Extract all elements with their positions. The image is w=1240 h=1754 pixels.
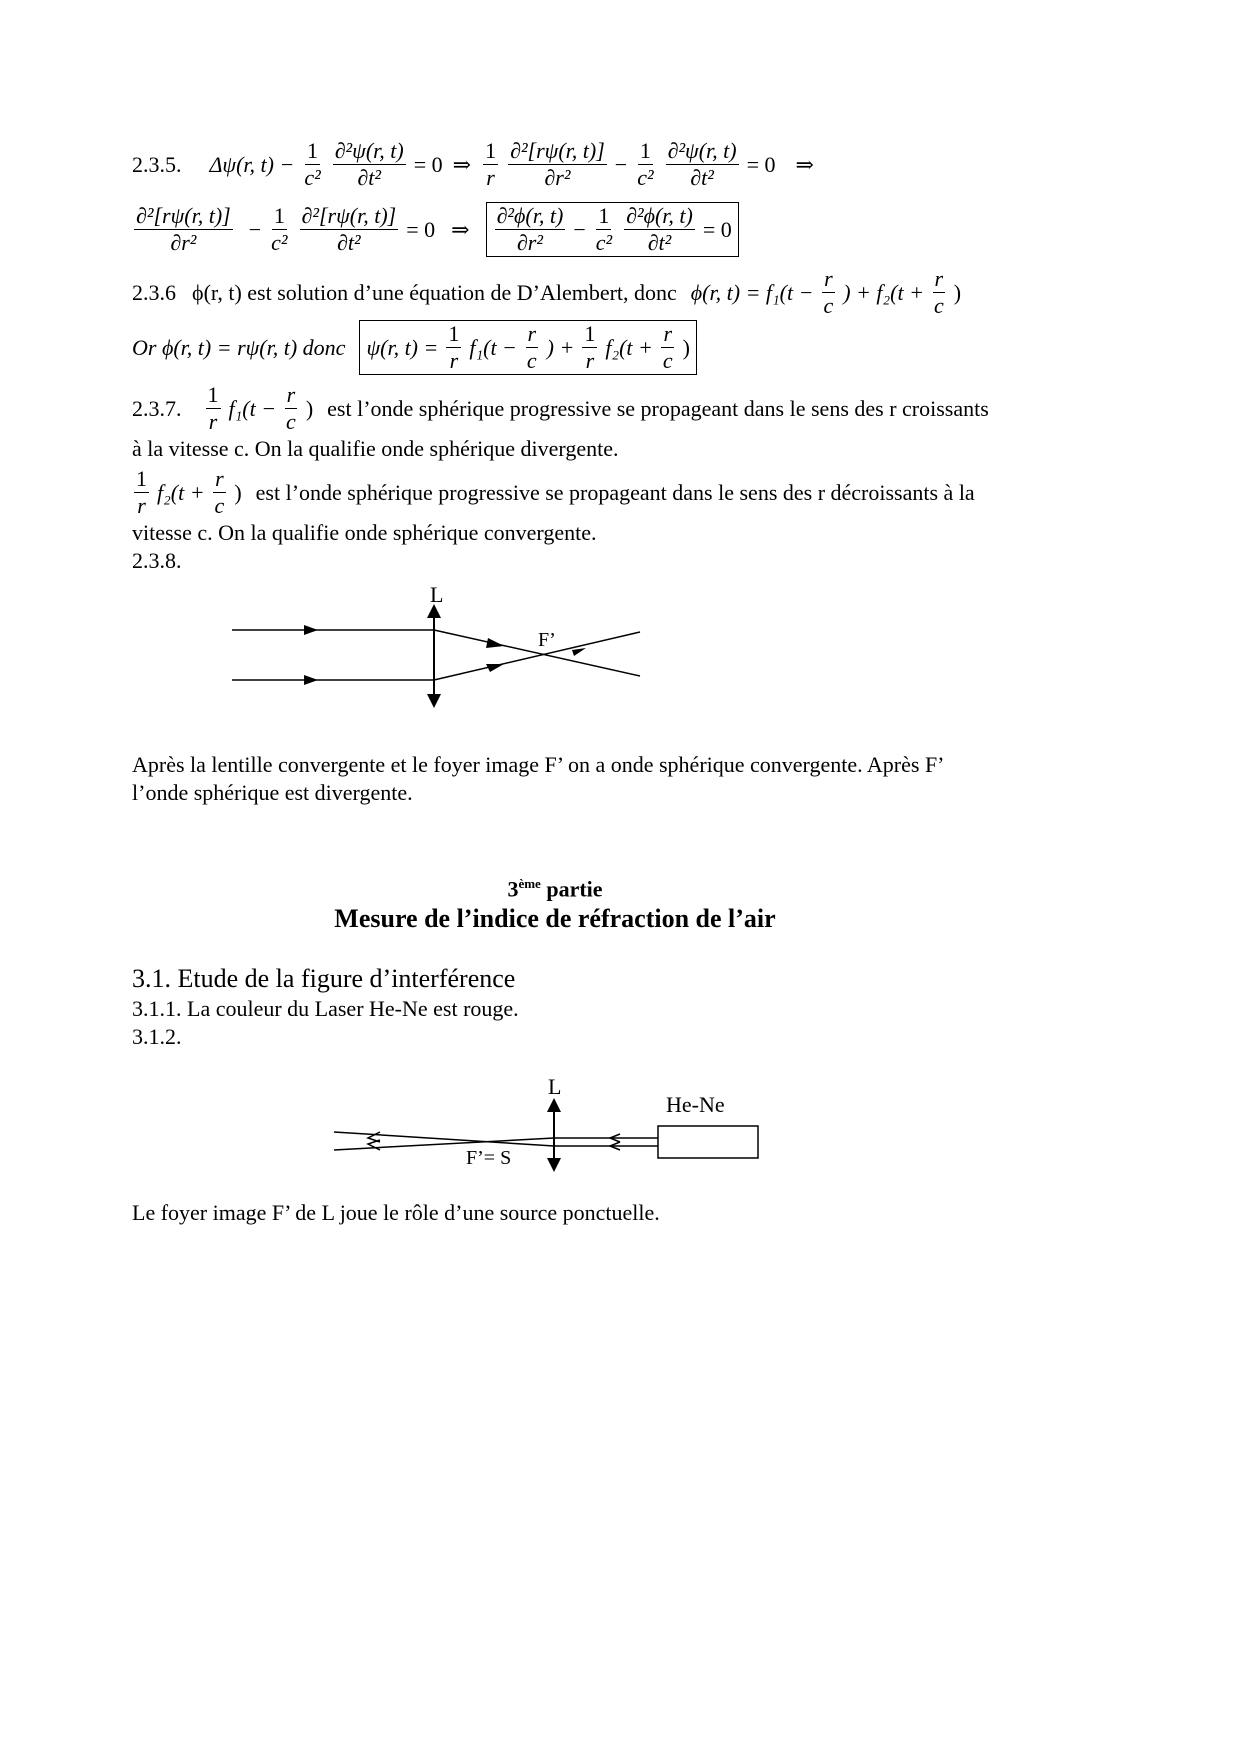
- frac-r-over-c: $\frac{r}{c}$: [214, 466, 225, 518]
- equals-zero: = 0: [702, 216, 732, 242]
- part-number: 3ème partie: [507, 876, 603, 902]
- lens-top-arrow-icon: [547, 1098, 561, 1112]
- eq-235-line1: [132, 140, 814, 189]
- ray-arrow-icon: [304, 675, 318, 685]
- text-311: 3.1.1. La couleur du Laser He-Ne est rouge.: [132, 996, 519, 1021]
- eq-236-line2: [132, 320, 697, 375]
- text-237-line4: vitesse c. On la qualifie onde sphérique convergente.: [132, 520, 597, 545]
- frac-r-over-c: $\frac{r}{c}$: [662, 321, 673, 373]
- frac-one-over-c2: $\frac{1}{\text{c²}}$: [271, 203, 288, 255]
- lens-bottom-arrow-icon: [547, 1158, 561, 1172]
- section-label-238: 2.3.8.: [132, 548, 182, 573]
- text-237-line3: est l’onde sphérique progressive se propageant dans le sens des r décroissants à la: [255, 479, 975, 505]
- frac-one-over-r: $\frac{1}{r}$: [207, 382, 219, 434]
- frac-r-over-c: $\frac{r}{c}$: [933, 266, 944, 318]
- text-236: ϕ(r, t) est solution d’une équation de D’Alembert, donc: [192, 279, 677, 305]
- minus-sign: −: [573, 216, 586, 242]
- part-title: Mesure de l’indice de réfraction de l’air: [334, 904, 776, 933]
- frac-d2rpsi-dr2: $\frac{\text{∂²[rψ(r, t)]}}{\text{∂r²}}$: [510, 138, 605, 190]
- phi-lhs: ϕ(r, t) = f₁(t −: [690, 279, 814, 305]
- focus-label: F’: [538, 629, 556, 651]
- frac-one-over-r: $\frac{1}{r}$: [448, 321, 460, 373]
- refracted-ray-top: [434, 630, 640, 676]
- frac-r-over-c: $\frac{r}{c}$: [823, 266, 834, 318]
- focus-source-label: F’= S: [466, 1147, 512, 1169]
- or-text: Or ϕ(r, t) = rψ(r, t) donc: [132, 334, 346, 360]
- frac-d2phi-dr2: $\frac{\text{∂²ϕ(r, t)}}{\text{∂r²}}$: [496, 203, 564, 255]
- laser-diagram: [320, 1070, 770, 1180]
- frac-one-over-r: $\frac{1}{r}$: [485, 138, 497, 190]
- laplacian-term: Δψ(r, t) −: [209, 151, 295, 177]
- frac-d2psi-dt2: $\frac{\text{∂²ψ(r, t)}}{\text{∂t²}}$: [667, 138, 737, 190]
- ray-arrow-icon: [304, 625, 318, 635]
- implies-symbol: ⇒: [795, 151, 814, 177]
- section-label-236: 2.3.6: [132, 279, 176, 305]
- frac-one-over-r: $\frac{1}{r}$: [136, 466, 147, 518]
- laser-box: [658, 1126, 758, 1158]
- frac-one-over-r: $\frac{1}{r}$: [584, 321, 596, 373]
- laser-label: He-Ne: [666, 1092, 725, 1117]
- equals-zero: = 0: [413, 151, 443, 177]
- boxed-dalembert-phi: [486, 202, 739, 257]
- lens-diagram: [220, 580, 660, 720]
- frac-r-over-c: $\frac{r}{c}$: [286, 382, 296, 434]
- section-heading-31: 3.1. Etude de la figure d’interférence: [132, 964, 516, 993]
- equals-zero: = 0: [406, 216, 436, 242]
- s237-line1: 2.3.7. $\frac{1}{r}$ f₁(t − $\frac{r}{c}$ ) est l’onde sphérique progressive se propageant dans le sens des r croissants: [132, 382, 989, 434]
- frac-d2rpsi-dr2: $\frac{\text{∂²[rψ(r, t)]}}{\text{∂r²}}$: [136, 203, 231, 255]
- frac-one-over-c2: $\frac{1}{\text{c²}}$: [637, 138, 654, 190]
- frac-d2rpsi-dt2: $\frac{\text{∂²[rψ(r, t)]}}{\text{∂t²}}$: [301, 203, 397, 255]
- section-label-235: 2.3.5.: [132, 151, 182, 177]
- ray-arrow-icon: [572, 648, 586, 656]
- ray-arrow-icon: [486, 664, 504, 672]
- text-238-para1: Après la lentille convergente et le foyer image F’ on a onde sphérique convergente. Après F’: [132, 752, 945, 777]
- refracted-ray-bottom: [434, 632, 640, 680]
- equals-zero: = 0: [746, 151, 776, 177]
- lens-bottom-arrow-icon: [427, 694, 441, 708]
- frac-r-over-c: $\frac{r}{c}$: [526, 321, 537, 373]
- s237-line3: $\frac{1}{r}$ f₂(t + $\frac{r}{c}$ ) est l’onde sphérique progressive se propageant dans le sens des r décroissants à la: [136, 466, 975, 518]
- close-paren: ): [953, 279, 962, 305]
- phi-mid: ) + f₂(t +: [843, 279, 924, 305]
- text-312-conclusion: Le foyer image F’ de L joue le rôle d’une source ponctuelle.: [132, 1200, 660, 1225]
- text-237-line1: est l’onde sphérique progressive se propageant dans le sens des r croissants: [327, 395, 989, 421]
- frac-one-over-c2: $\frac{1}{\text{c²}}$: [595, 203, 613, 255]
- implies-symbol: ⇒: [452, 151, 472, 177]
- frac-d2phi-dt2: $\frac{\text{∂²ϕ(r, t)}}{\text{∂t²}}$: [626, 203, 693, 255]
- boxed-psi-solution: ψ(r, t) = $\frac{1}{r}$ f₁(t − $\frac{r}{c}$ ) + $\frac{1}{r}$ f₂(t + $\frac{r}{c}$ ): [359, 320, 697, 375]
- frac-one-over-c2: $\frac{1}{\text{c²}}$: [304, 138, 321, 190]
- implies-symbol: ⇒: [451, 216, 470, 242]
- minus-sign: −: [248, 216, 262, 242]
- text-237-line2: à la vitesse c. On la qualifie onde sphérique divergente.: [132, 436, 619, 461]
- section-label-237: 2.3.7.: [132, 395, 182, 421]
- text-238-para2: l’onde sphérique est divergente.: [132, 780, 413, 805]
- text-312-label: 3.1.2.: [132, 1024, 182, 1049]
- minus-sign: −: [614, 151, 628, 177]
- eq-236-line1: [132, 268, 961, 317]
- ray-arrow-icon: [486, 638, 504, 648]
- frac-d2psi-dt2: $\frac{\text{∂²ψ(r, t)}}{\text{∂t²}}$: [334, 138, 404, 190]
- lens-label: L: [430, 582, 444, 607]
- eq-235-line2: [132, 202, 739, 257]
- lens-label: L: [548, 1074, 562, 1099]
